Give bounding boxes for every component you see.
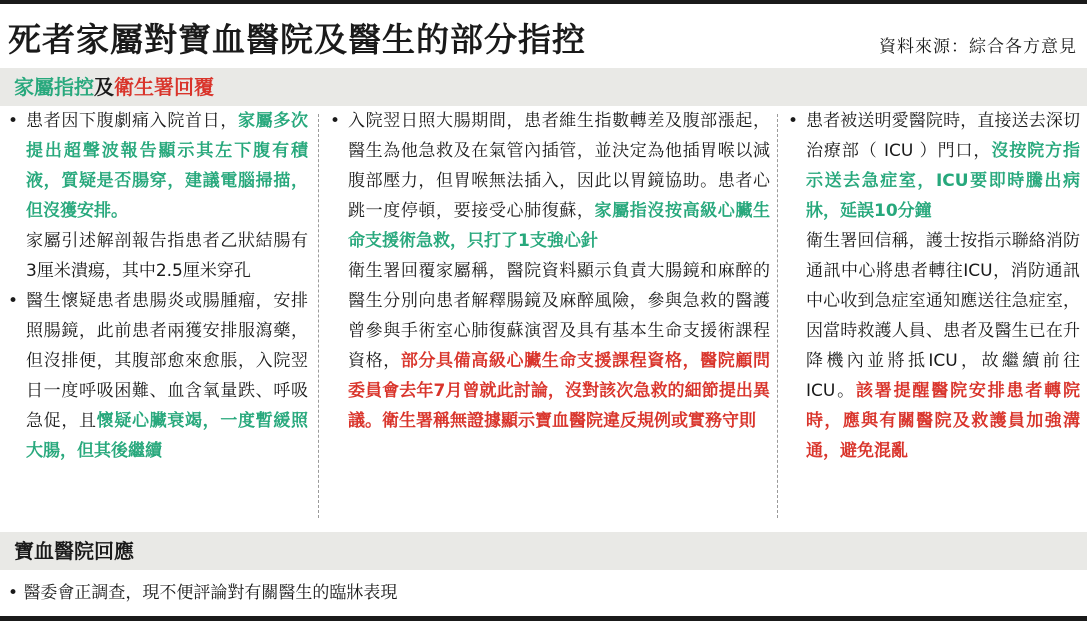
source-note: 資料來源：綜合各方意見 — [879, 37, 1077, 57]
paragraph — [788, 226, 1080, 466]
column-divider — [318, 114, 319, 518]
hospital-response-text: 醫委會正調查，現不便評論對有關醫生的臨牀表現 — [23, 583, 398, 603]
text: 入院翌日照大腸期間，患者維生指數轉差及腹部漲起，醫生為他急救及在氣管內插管，並決定為他插胃喉以減腹部壓力，但胃喉無法插入，因此以胃鏡協助。患者心跳一度停頓，要接受心肺復蘇， — [348, 111, 770, 221]
list-item — [8, 106, 308, 226]
family-allegation-text: 家屬指沒按高級心臟生命支援術急救，只打了1支強心針 — [348, 201, 771, 251]
column-2 — [330, 106, 770, 526]
allegations-columns — [0, 106, 1087, 526]
heading-family-allegations: 家屬指控 — [14, 75, 94, 99]
text: 醫生懷疑患者患腸炎或腸腫瘤，安排照腸鏡，此前患者兩獲安排服瀉藥，但沒排便，其腹部愈來愈脹，入院翌日一度呼吸困難、血含氧量跌、呼吸急促，且 — [26, 291, 308, 431]
text: 家屬引述解剖報告指患者乙狀結腸有3厘米潰瘍，其中2.5厘米穿孔 — [26, 231, 308, 281]
text: 衛生署回覆家屬稱，醫院資料顯示負責大腸鏡和麻醉的醫生分別向患者解釋腸鏡及麻醉風險，參與急救的醫護曾參與手術室心肺復蘇演習及具有基本生命支援術課程資格， — [348, 261, 770, 371]
bullet-icon: • — [788, 111, 799, 131]
paragraph — [8, 226, 308, 286]
section-heading-hospital-response: 寶血醫院回應 — [0, 532, 1087, 570]
list-item — [788, 106, 1080, 226]
bullet-icon: • — [8, 583, 19, 603]
title-bar — [0, 4, 1087, 66]
bullet-icon: • — [330, 111, 341, 131]
list-item — [8, 286, 308, 466]
text: 患者因下腹劇痛入院首日， — [26, 111, 238, 131]
column-1 — [8, 106, 308, 526]
page-title: 死者家屬對寶血醫院及醫生的部分指控 — [8, 20, 586, 59]
bottom-rule — [0, 616, 1087, 621]
column-divider — [777, 114, 778, 518]
text: 衛生署回信稱，護士按指示聯絡消防通訊中心將患者轉往ICU，消防通訊中心收到急症室通知應送往急症室，因當時救護人員、患者及醫生已在升降機內並將抵ICU，故繼續前往ICU。 — [806, 231, 1080, 401]
bullet-icon: • — [8, 111, 19, 131]
bullet-icon: • — [8, 291, 19, 311]
family-allegation-text: 懷疑心臟衰竭，一度暫緩照大腸，但其後繼續 — [26, 411, 309, 461]
text: 患者被送明愛醫院時，直接送去深切治療部（ ICU ）門口， — [806, 111, 1080, 161]
heading-dh-reply: 衛生署回覆 — [114, 75, 214, 99]
section-heading-allegations — [0, 68, 1087, 106]
family-allegation-text: 家屬多次提出超聲波報告顯示其左下腹有積液，質疑是否腸穿，建議電腦掃描，但沒獲安排。 — [26, 111, 308, 221]
heading-and: 及 — [94, 75, 114, 99]
column-3 — [788, 106, 1080, 526]
dh-reply-text: 該署提醒醫院安排患者轉院時，應與有關醫院及救護員加強溝通，避免混亂 — [806, 381, 1080, 461]
paragraph — [330, 256, 770, 436]
hospital-response — [8, 578, 1078, 608]
list-item — [330, 106, 770, 256]
dh-reply-text: 部分具備高級心臟生命支援課程資格，醫院顧問委員會去年7月曾就此討論，沒對該次急救的細節提出異議。衛生署稱無證據顯示寶血醫院違反規例或實務守則 — [348, 351, 771, 431]
family-allegation-text: 沒按院方指示送去急症室，ICU要即時騰出病牀，延誤10分鐘 — [806, 141, 1081, 221]
